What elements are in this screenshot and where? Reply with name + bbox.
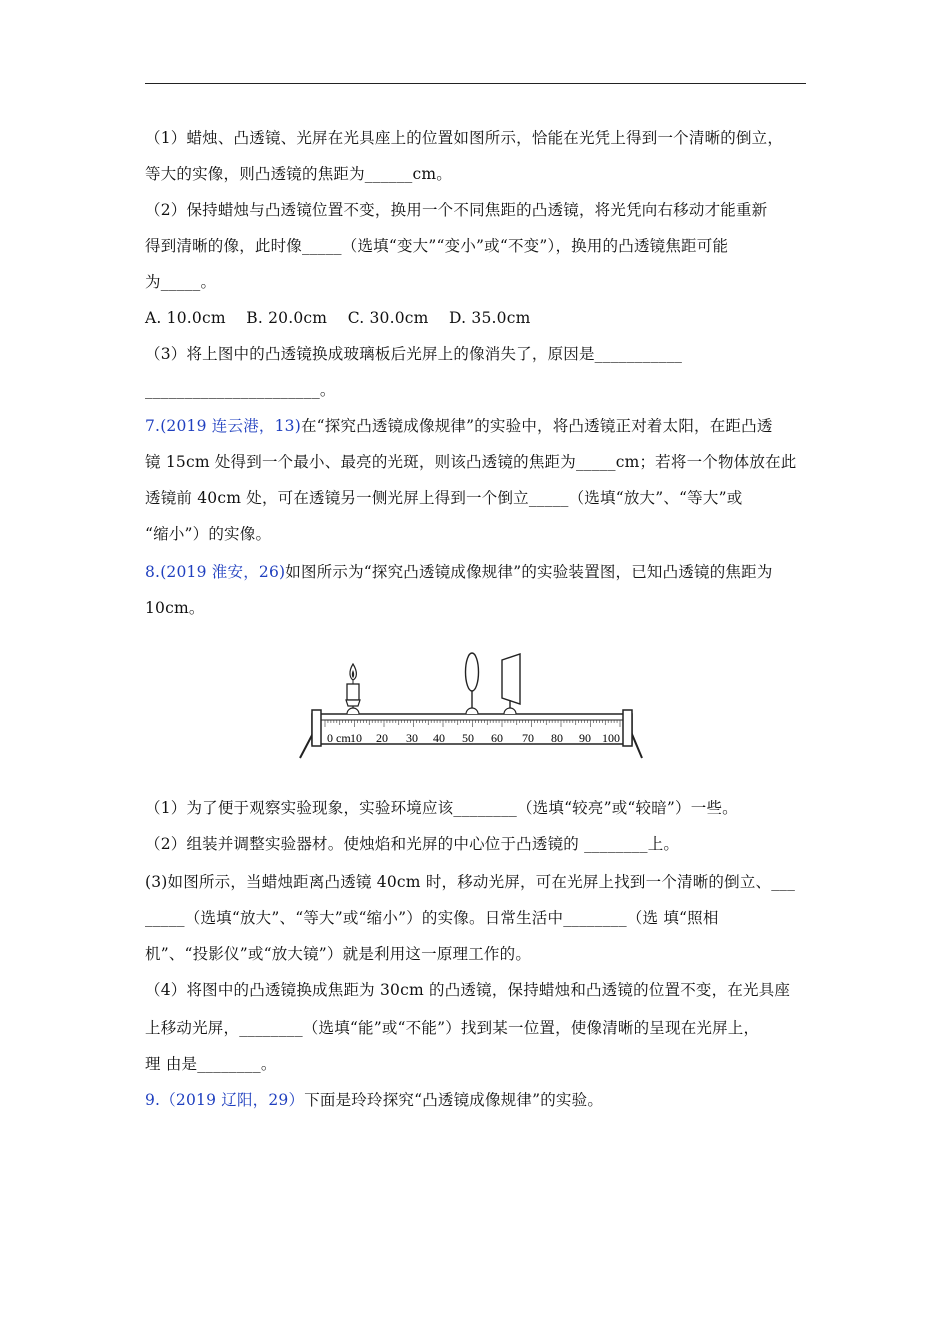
scale-label-100: 100	[602, 731, 620, 745]
light-screen	[502, 654, 520, 714]
header-rule	[145, 83, 806, 84]
scale-label-0: 0 cm	[327, 731, 351, 745]
q8-line2: 10cm。	[145, 599, 205, 617]
scale-label-30: 30	[406, 731, 418, 745]
candle	[346, 664, 360, 714]
q8-part4-line2: 上移动光屏，________（选填“能”或“不能”）找到某一位置，使像清晰的呈现在光屏上，	[145, 1019, 760, 1037]
scale-label-60: 60	[491, 731, 503, 745]
right-end-post	[623, 710, 632, 746]
q7-line3: 透镜前 40cm 处，可在透镜另一侧光屏上得到一个倒立_____（选填“放大”、“等大”或	[145, 489, 743, 507]
scale-label-20: 20	[376, 731, 388, 745]
q8-part3-line1: (3)如图所示，当蜡烛距离凸透镜 40cm 时，移动光屏，可在光屏上找到一个清晰的倒立、___	[145, 873, 796, 891]
q8-part2: （2）组装并调整实验器材。使烛焰和光屏的中心位于凸透镜的 ________上。	[145, 835, 680, 853]
scale-label-40: 40	[433, 731, 445, 745]
q8-part4-line1: （4）将图中的凸透镜换成焦距为 30cm 的凸透镜，保持蜡烛和凸透镜的位置不变，在光具座	[145, 981, 791, 999]
q6-part2-line3: 为_____。	[145, 273, 217, 291]
q8-part3-line3: 机”、“投影仪”或“放大镜”）就是利用这一原理工作的。	[145, 945, 532, 963]
q6-part2-line1: （2）保持蜡烛与凸透镜位置不变，换用一个不同焦距的凸透镜，将光凭向右移动才能重新	[145, 201, 768, 219]
scale-label-10: 10	[350, 731, 362, 745]
q8-part4-line3: 理 由是________。	[145, 1055, 277, 1073]
q6-part1-line1: （1）蜡烛、凸透镜、光屏在光具座上的位置如图所示，恰能在光凭上得到一个清晰的倒立，	[145, 129, 784, 147]
q9-line1-text: 下面是玲玲探究“凸透镜成像规律”的实验。	[304, 1091, 604, 1109]
q6-part3-line1: （3）将上图中的凸透镜换成玻璃板后光屏上的像消失了，原因是___________	[145, 345, 683, 363]
q6-part3-line2: ______________________。	[145, 381, 336, 399]
q7-source: 7.(2019 连云港，13)	[145, 417, 301, 435]
optical-bench-figure	[290, 650, 650, 762]
q7-line1	[145, 416, 773, 436]
q8-part3-line2: _____（选填“放大”、“等大”或“缩小”）的实像。日常生活中________（选 填“照相	[145, 909, 719, 927]
q8-part1: （1）为了便于观察实验现象，实验环境应该________（选填“较亮”或“较暗”）一些。	[145, 799, 738, 817]
convex-lens	[466, 653, 479, 714]
scale-label-70: 70	[522, 731, 534, 745]
q9-line1	[145, 1090, 603, 1110]
scale-label-90: 90	[579, 731, 591, 745]
q6-part1-line2: 等大的实像，则凸透镜的焦距为______cm。	[145, 165, 452, 183]
q9-source: 9.（2019 辽阳，29）	[145, 1091, 305, 1109]
q8-line1-text: 如图所示为“探究凸透镜成像规律”的实验装置图，已知凸透镜的焦距为	[285, 563, 773, 581]
scale-label-80: 80	[551, 731, 563, 745]
left-end-post	[312, 710, 321, 746]
q7-line1-text: 在“探究凸透镜成像规律”的实验中，将凸透镜正对着太阳，在距凸透	[300, 417, 773, 435]
q6-options: A. 10.0cm B. 20.0cm C. 30.0cm D. 35.0cm	[145, 309, 531, 327]
scale-label-50: 50	[462, 731, 474, 745]
q7-line4: “缩小”）的实像。	[145, 525, 272, 543]
q6-part2-line2: 得到清晰的像，此时像_____（选填“变大”“变小”或“不变”），换用的凸透镜焦距可能	[145, 237, 729, 255]
q8-source: 8.(2019 淮安，26)	[145, 563, 286, 581]
q7-line2: 镜 15cm 处得到一个最小、最亮的光斑，则该凸透镜的焦距为_____cm；若将一个物体放在此	[145, 453, 797, 471]
q8-line1	[145, 562, 773, 582]
